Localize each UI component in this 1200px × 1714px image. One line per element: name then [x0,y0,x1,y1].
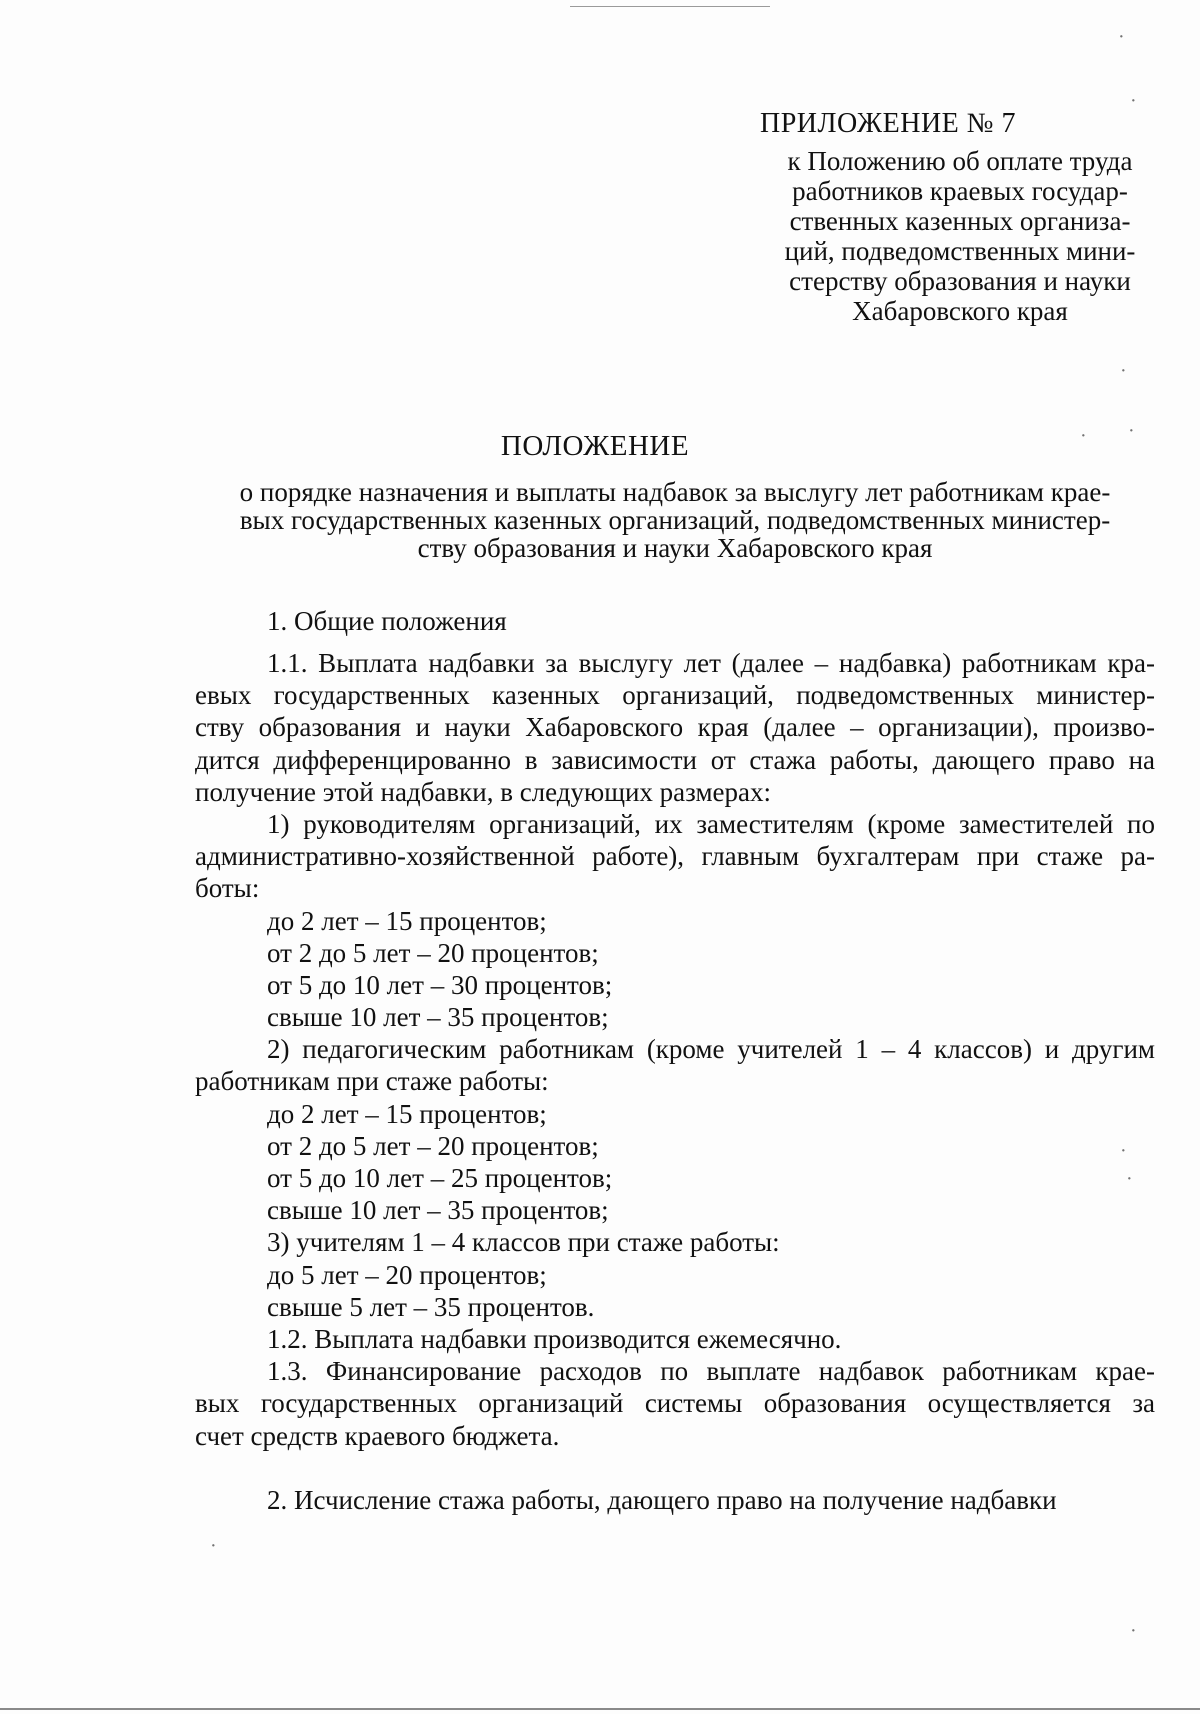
scan-speck: · [1080,425,1087,447]
scan-edge-top [570,6,770,7]
document-subtitle-line: вых государственных казенных организаций, подведомственных министер- [239,505,1111,535]
item-2-rate: от 2 до 5 лет – 20 процентов; [267,1130,599,1161]
item-3-line: 3) учителям 1 – 4 классов при стаже работы: [267,1227,780,1258]
document-subtitle-line: о порядке назначения и выплаты надбавок за выслугу лет работникам крае- [239,477,1111,507]
item-1-line: 1) руководителям организаций, их заместителям (кроме заместителей по [267,808,1155,839]
item-2-rate: до 2 лет – 15 процентов; [267,1098,547,1129]
scan-speck: · [1126,1168,1133,1190]
appendix-subtitle-line: стерству образования и науки [789,266,1131,296]
paragraph-1-3-line: 1.3. Финансирование расходов по выплате надбавок работникам крае- [267,1356,1155,1387]
item-2-line: 2) педагогическим работникам (кроме учителей 1 – 4 классов) и другим [267,1034,1155,1065]
scan-speck: · [1120,1140,1127,1162]
paragraph-1-2: 1.2. Выплата надбавки производится ежемесячно. [267,1323,842,1354]
paragraph-1-1-line: дится дифференцированно в зависимости от стажа работы, дающего право на [195,744,1155,775]
section2-heading: 2. Исчисление стажа работы, дающего право на получение надбавки [267,1485,1057,1515]
item-1-rate: от 5 до 10 лет – 30 процентов; [267,969,613,1000]
document-title [0,430,1200,463]
section1-body [195,647,1155,1452]
appendix-subtitle [760,146,1160,326]
scan-speck: · [1118,26,1125,48]
item-2-rate: свыше 10 лет – 35 процентов; [267,1195,609,1226]
paragraph-1-1-line: евых государственных казенных организаций, подведомственных министер- [195,680,1155,711]
item-2-rate: от 5 до 10 лет – 25 процентов; [267,1163,613,1193]
scan-speck: · [210,1535,217,1557]
appendix-subtitle-line: Хабаровского края [852,296,1068,326]
scan-speck: · [1130,90,1137,112]
item-1-rate: до 2 лет – 15 процентов; [267,905,547,936]
scan-speck: · [1130,1620,1137,1642]
document-subtitle [195,478,1155,562]
scan-speck: · [1128,420,1135,442]
paragraph-1-3-line: вых государственных организаций системы образования осуществляется за [195,1388,1155,1419]
item-1-rate: от 2 до 5 лет – 20 процентов; [267,937,599,968]
appendix-subtitle-line: работников краевых государ- [792,176,1128,206]
item-1-line: административно-хозяйственной работе), главным бухгалтерам при стаже ра- [195,841,1155,872]
paragraph-1-1-line: 1.1. Выплата надбавки за выслугу лет (далее – надбавка) работникам кра- [267,648,1155,678]
item-1-rate: свыше 10 лет – 35 процентов; [267,1002,609,1033]
paragraph-1-1-line: получение этой надбавки, в следующих размерах: [195,776,772,807]
appendix-subtitle-line: ственных казенных организа- [789,206,1131,236]
item-1-line: боты: [195,873,260,904]
document-title-text: ПОЛОЖЕНИЕ [500,430,690,462]
appendix-subtitle-line: ций, подведомственных мини- [784,236,1136,266]
paragraph-1-3-line: счет средств краевого бюджета. [195,1420,560,1451]
item-3-rate: до 5 лет – 20 процентов; [267,1259,547,1290]
document-subtitle-line: ству образования и науки Хабаровского края [417,533,933,563]
scan-edge-bottom [0,1708,1200,1710]
item-2-line: работникам при стаже работы: [195,1066,549,1097]
paragraph-1-1-line: ству образования и науки Хабаровского края (далее – организации), произво- [195,712,1155,743]
scan-speck: · [1120,360,1127,382]
appendix-title: ПРИЛОЖЕНИЕ № 7 [760,108,1016,139]
appendix-subtitle-line: к Положению об оплате труда [787,146,1133,176]
section1-heading: 1. Общие положения [267,606,507,636]
item-3-rate: свыше 5 лет – 35 процентов. [267,1291,595,1322]
